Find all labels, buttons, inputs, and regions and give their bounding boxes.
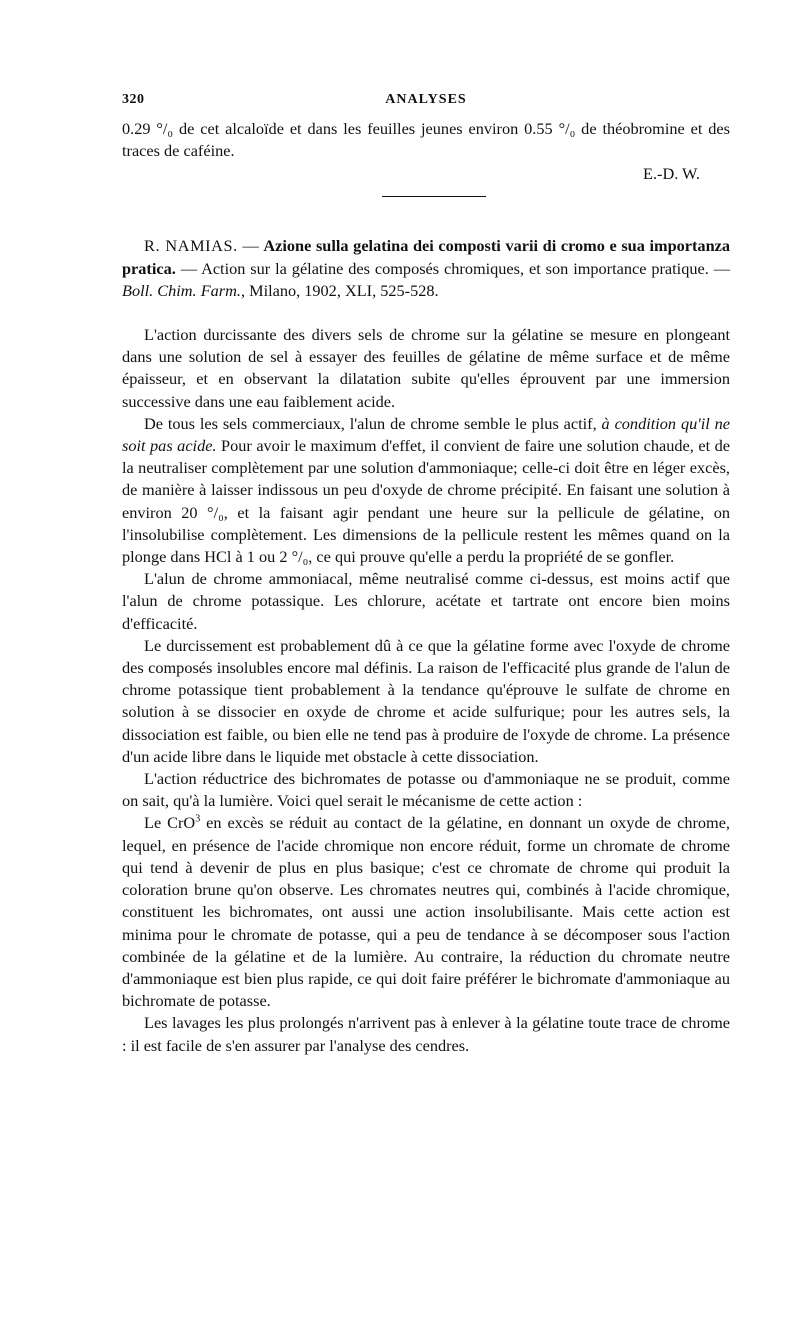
paragraph-6-start: Le CrO: [144, 813, 196, 833]
entry-author: R. NAMIAS.: [144, 236, 238, 256]
running-head: [122, 92, 730, 118]
previous-entry-text: 0.29 °/₀ de cet alcaloïde et dans les feuilles jeunes environ 0.55 °/₀ de théobromine et des traces de caféine.: [122, 119, 730, 161]
paragraph-2-end: Pour avoir le maximum d'effet, il convient de faire une solution chaude, et de la neutraliser complètement par une solution d'ammoniaque; celle-ci doit être en léger excès, de manière à laisser indissous un peu d'oxyde de chrome précipité. En faisant une solution à environ 20 °/₀, et la faisant agir pendant une heure sur la pellicule de gélatine, on l'insolubilise complètement. Les dimensions de la pellicule restent les mêmes quand on la plonge dans HCl à 1 ou 2 °/₀, ce qui prouve qu'elle a perdu la propriété de se gonfler.: [122, 436, 731, 567]
paragraph-6-superscript: 3: [195, 814, 201, 826]
paragraph-2-start: De tous les sels commerciaux, l'alun de chrome semble le plus actif,: [144, 413, 602, 433]
paragraph-4: Le durcissement est probablement dû à ce que la gélatine forme avec l'oxyde de chrome des composés insolubles encore mal définis. La raison de l'efficacité plus grande de l'alun de chrome potassique tient probablement à la tendance qu'éprouve le sulfate de chrome en solution à se dissocier en oxyde de chrome et acide sulfurique; pour les autres sels, la dissociation est faible, ou bien elle ne tend pas à produire de l'oxyde de chrome. La présence d'un acide libre dans le liquide met obstacle à cette dissociation.: [122, 635, 730, 766]
entry-french-title: Action sur la gélatine des composés chromiques, et son importance pratique.: [201, 258, 709, 278]
entry-journal-details: , Milano, 1902, XLI, 525-528.: [240, 280, 439, 300]
paragraph-5: L'action réductrice des bichromates de potasse ou d'ammoniaque ne se produit, comme on sait, qu'à la lumière. Voici quel serait le mécanisme de cette action :: [122, 769, 730, 811]
paragraph-3: L'alun de chrome ammoniacal, même neutralisé comme ci-dessus, est moins actif que l'alun de chrome potassique. Les chlorure, acétate et tartrate ont encore bien moins d'efficacité.: [122, 569, 730, 633]
paragraph-1: L'action durcissante des divers sels de chrome sur la gélatine se mesure en plongeant dans une solution de sel à essayer des feuilles de gélatine de même surface et de même épaisseur, et en observant la dilatation subite qu'elles éprouvent par une immersion successive dans une eau faiblement acide.: [122, 325, 730, 411]
entry-header: [122, 235, 730, 302]
paragraph-7: Les lavages les plus prolongés n'arrivent pas à enlever à la gélatine toute trace de chrome : il est facile de s'en assurer par l'analyse des cendres.: [122, 1013, 730, 1055]
page-number: 320: [122, 92, 145, 107]
journal-page: [122, 92, 730, 1057]
section-divider: [382, 196, 486, 197]
previous-entry-signature: E.-D. W.: [643, 164, 700, 184]
paragraph-6: [122, 812, 730, 1012]
running-title: ANALYSES: [385, 92, 467, 107]
entry-body: [122, 324, 730, 1057]
entry-journal: Boll. Chim. Farm.: [122, 280, 241, 300]
paragraph-2: [122, 413, 730, 568]
paragraph-6-end: en excès se réduit au contact de la gélatine, en donnant un oxyde de chrome, lequel, en présence de l'acide chromique non encore réduit, forme un chromate de chrome qui tend à devenir de plus en plus basique; c'est ce chromate de chrome qui produit la coloration brune qu'on observe. Les chromates neutres qui, combinés à l'acide chromique, constituent les bichromates, ont aussi une action insolubilisante. Mais cette action est minima pour le chromate de potasse, qui a peu de tendance à se décomposer sous l'action combinée de la gélatine et de la lumière. Au contraire, la réduction du chromate neutre d'ammoniaque est bien plus rapide, ce qui doit faire préférer le bichromate d'ammoniaque au bichromate de potasse.: [122, 813, 731, 1011]
entry-italian-title: Azione sulla gelatina dei composti varii di cromo e sua importanza pratica.: [122, 236, 730, 278]
entry-citation: R. NAMIAS. — Azione sulla gelatina dei composti varii di cromo e sua importanza pratica. — Action sur la gélatine des composés chromiques, et son importance pratique. — Boll. Chim. Farm., Milano, 1902, XLI, 525-528.: [122, 236, 731, 300]
paragraph-2-italic: à condition qu'il ne soit pas acide.: [122, 413, 731, 456]
